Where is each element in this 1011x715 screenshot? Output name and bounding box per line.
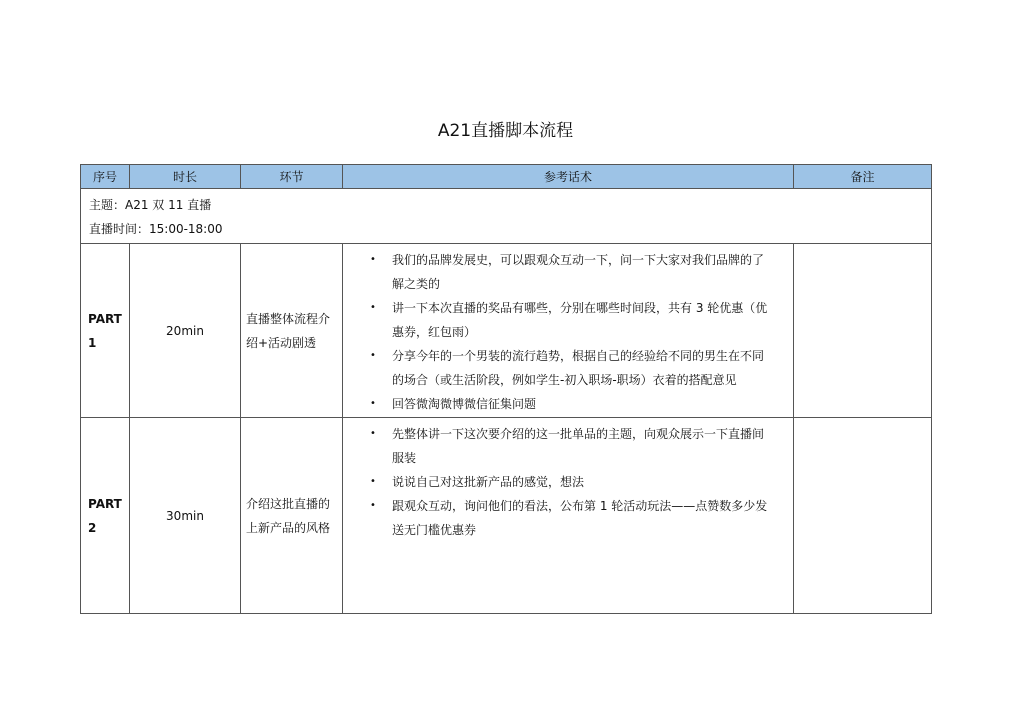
talking-point — [343, 296, 785, 344]
meta-cell — [81, 189, 932, 244]
header-notes: 备注 — [794, 165, 932, 189]
segment-line: 介绍这批直播的 — [246, 496, 331, 511]
segment-cell — [241, 244, 343, 418]
bullet-icon: • — [370, 302, 376, 313]
part-label: PART — [88, 496, 122, 511]
part-number-cell — [81, 418, 130, 614]
bullet-icon: • — [370, 254, 376, 265]
talking-point-line: 回答微淘微博微信征集问题 — [392, 397, 537, 411]
header-index: 序号 — [81, 165, 130, 189]
talking-point-line: 先整体讲一下这次要介绍的这一批单品的主题，向观众展示一下直播间 — [392, 427, 765, 441]
talking-points-list — [343, 422, 785, 542]
duration-cell: 20min — [130, 244, 241, 418]
talking-point-line: 惠券，红包雨） — [392, 325, 477, 339]
table-row — [81, 244, 932, 418]
talking-point — [343, 422, 785, 470]
bullet-icon: • — [370, 398, 376, 409]
part-number: 1 — [88, 335, 97, 350]
duration-cell: 30min — [130, 418, 241, 614]
segment-line: 上新产品的风格 — [246, 520, 331, 535]
talking-point-line: 说说自己对这批新产品的感觉，想法 — [392, 475, 585, 489]
talking-point-line: 跟观众互动，询问他们的看法，公布第 1 轮活动玩法——点赞数多少发 — [392, 499, 768, 513]
bullet-icon: • — [370, 500, 376, 511]
segment-line: 绍+活动剧透 — [246, 335, 317, 350]
broadcast-time-text: 直播时间：15:00-18:00 — [89, 222, 223, 236]
header-script: 参考话术 — [343, 165, 794, 189]
bullet-icon: • — [370, 350, 376, 361]
theme-text: 主题：A21 双 11 直播 — [89, 198, 212, 212]
note-cell — [794, 244, 932, 418]
live-script-table — [80, 164, 932, 614]
script-cell — [343, 244, 794, 418]
note-cell — [794, 418, 932, 614]
segment-cell — [241, 418, 343, 614]
talking-point-line: 我们的品牌发展史，可以跟观众互动一下，问一下大家对我们品牌的了 — [392, 253, 765, 267]
talking-point — [343, 470, 785, 494]
meta-row — [81, 189, 932, 244]
part-label: PART — [88, 311, 122, 326]
talking-point-line: 分享今年的一个男装的流行趋势，根据自己的经验给不同的男生在不同 — [392, 349, 765, 363]
talking-point-line: 送无门槛优惠券 — [392, 523, 477, 537]
part-number: 2 — [88, 520, 97, 535]
document-title: A21直播脚本流程 — [437, 121, 574, 141]
bullet-icon: • — [370, 476, 376, 487]
talking-point-line: 讲一下本次直播的奖品有哪些，分别在哪些时间段，共有 3 轮优惠（优 — [392, 301, 768, 315]
talking-point — [343, 248, 785, 296]
talking-point — [343, 392, 785, 416]
talking-point — [343, 344, 785, 392]
segment-line: 直播整体流程介 — [246, 311, 331, 326]
talking-point-line: 解之类的 — [392, 277, 441, 291]
script-cell — [343, 418, 794, 614]
bullet-icon: • — [370, 428, 376, 439]
header-row — [81, 165, 932, 189]
talking-point-line: 服装 — [392, 451, 417, 465]
header-segment: 环节 — [241, 165, 343, 189]
talking-points-list — [343, 248, 785, 416]
talking-point — [343, 494, 785, 542]
header-duration: 时长 — [130, 165, 241, 189]
part-number-cell — [81, 244, 130, 418]
table-row — [81, 418, 932, 614]
talking-point-line: 的场合（或生活阶段，例如学生-初入职场-职场）衣着的搭配意见 — [392, 373, 737, 387]
